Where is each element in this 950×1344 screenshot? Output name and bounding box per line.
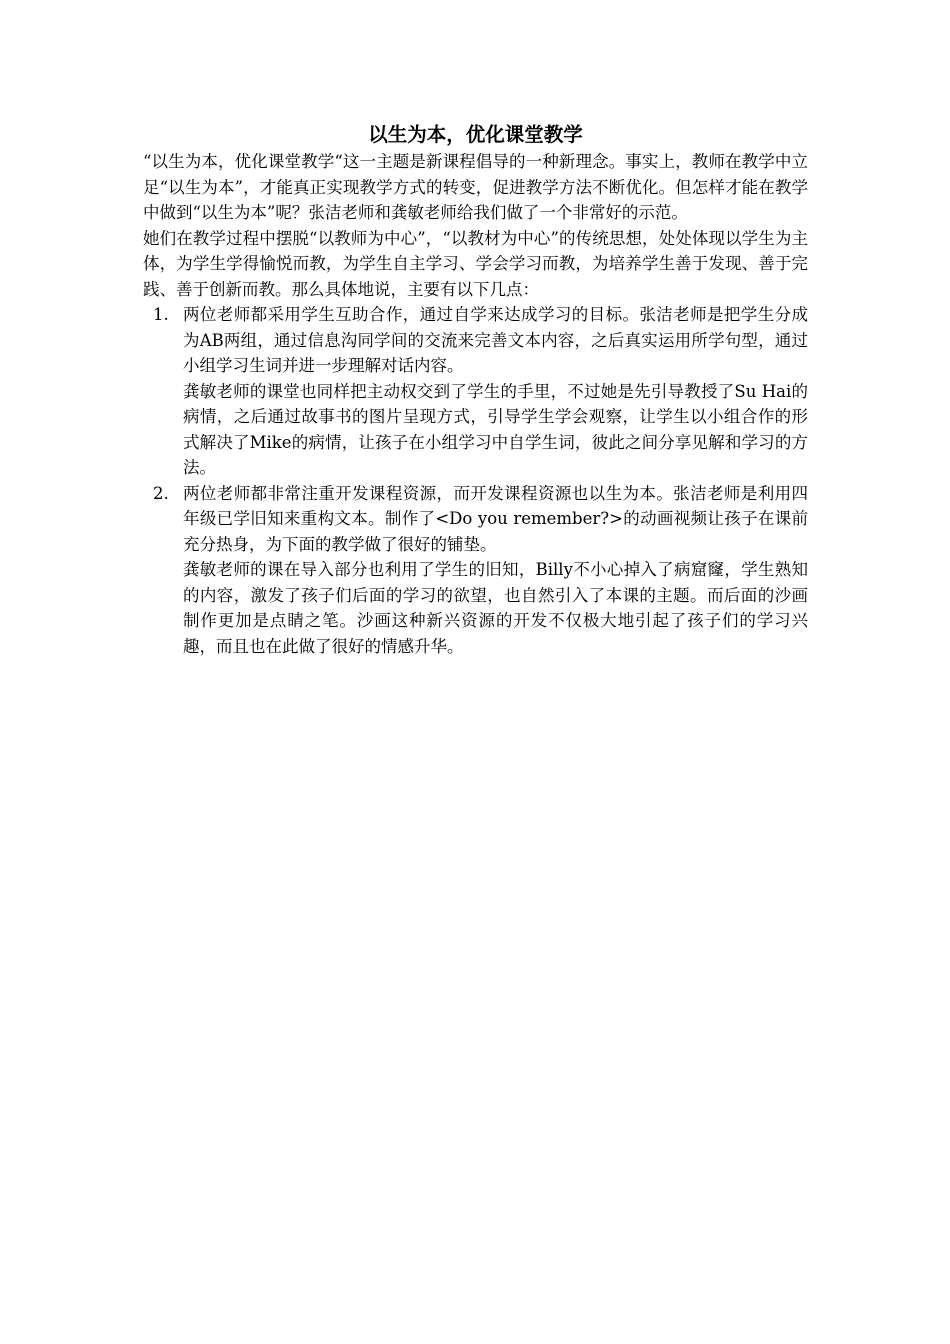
numbered-list — [143, 302, 808, 659]
list-item-number: 1. — [153, 305, 169, 324]
document-title: 以生为本，优化课堂教学 — [368, 123, 583, 146]
list-item-paragraph: 两位老师都非常注重开发课程资源，而开发课程资源也以生为本。张洁老师是利用四年级已学旧知来重构文本。制作了<Do you remember?>的动画视频让孩子在课前充分热身，为下面的教学做了很好的铺垫。 — [183, 483, 808, 554]
document-body — [143, 122, 808, 659]
list-item-paragraph: 龚敏老师的课在导入部分也利用了学生的旧知，Billy不小心掉入了病窟窿，学生熟知的内容，激发了孩子们后面的学习的欲望，也自然引入了本课的主题。而后面的沙画制作更加是点睛之笔。沙画这种新兴资源的开发不仅极大地引起了孩子们的学习兴趣，而且也在此做了很好的情感升华。 — [183, 560, 808, 656]
list-item — [143, 481, 808, 660]
list-item-paragraph: 两位老师都采用学生互助合作，通过自学来达成学习的目标。张洁老师是把学生分成为AB两组，通过信息沟同学间的交流来完善文本内容，之后真实运用所学句型，通过小组学习生词并进一步理解对话内容。 — [183, 305, 808, 375]
second-paragraph: 她们在教学过程中摆脱“以教师为中心”，“以教材为中心”的传统思想，处处体现以学生为主体，为学生学得愉悦而教，为学生自主学习、学会学习而教，为培养学生善于发现、善于完践、善于创新而教。那么具体地说，主要有以下几点： — [143, 228, 808, 299]
intro-paragraph: “以生为本，优化课堂教学“这一主题是新课程倡导的一种新理念。事实上，教师在教学中立足“以生为本”，才能真正实现教学方式的转变，促进教学方法不断优化。但怎样才能在教学中做到“以生为本”呢？张洁老师和龚敏老师给我们做了一个非常好的示范。 — [143, 152, 808, 222]
list-item-number: 2. — [153, 483, 169, 503]
list-item-paragraph: 龚敏老师的课堂也同样把主动权交到了学生的手里，不过她是先引导教授了Su Hai的病情，之后通过故事书的图片呈现方式，引导学生学会观察，让学生以小组合作的形式解决了Mike的病情，让孩子在小组学习中自学生词，彼此之间分享见解和学习的方法。 — [183, 381, 808, 477]
list-item — [143, 302, 808, 481]
